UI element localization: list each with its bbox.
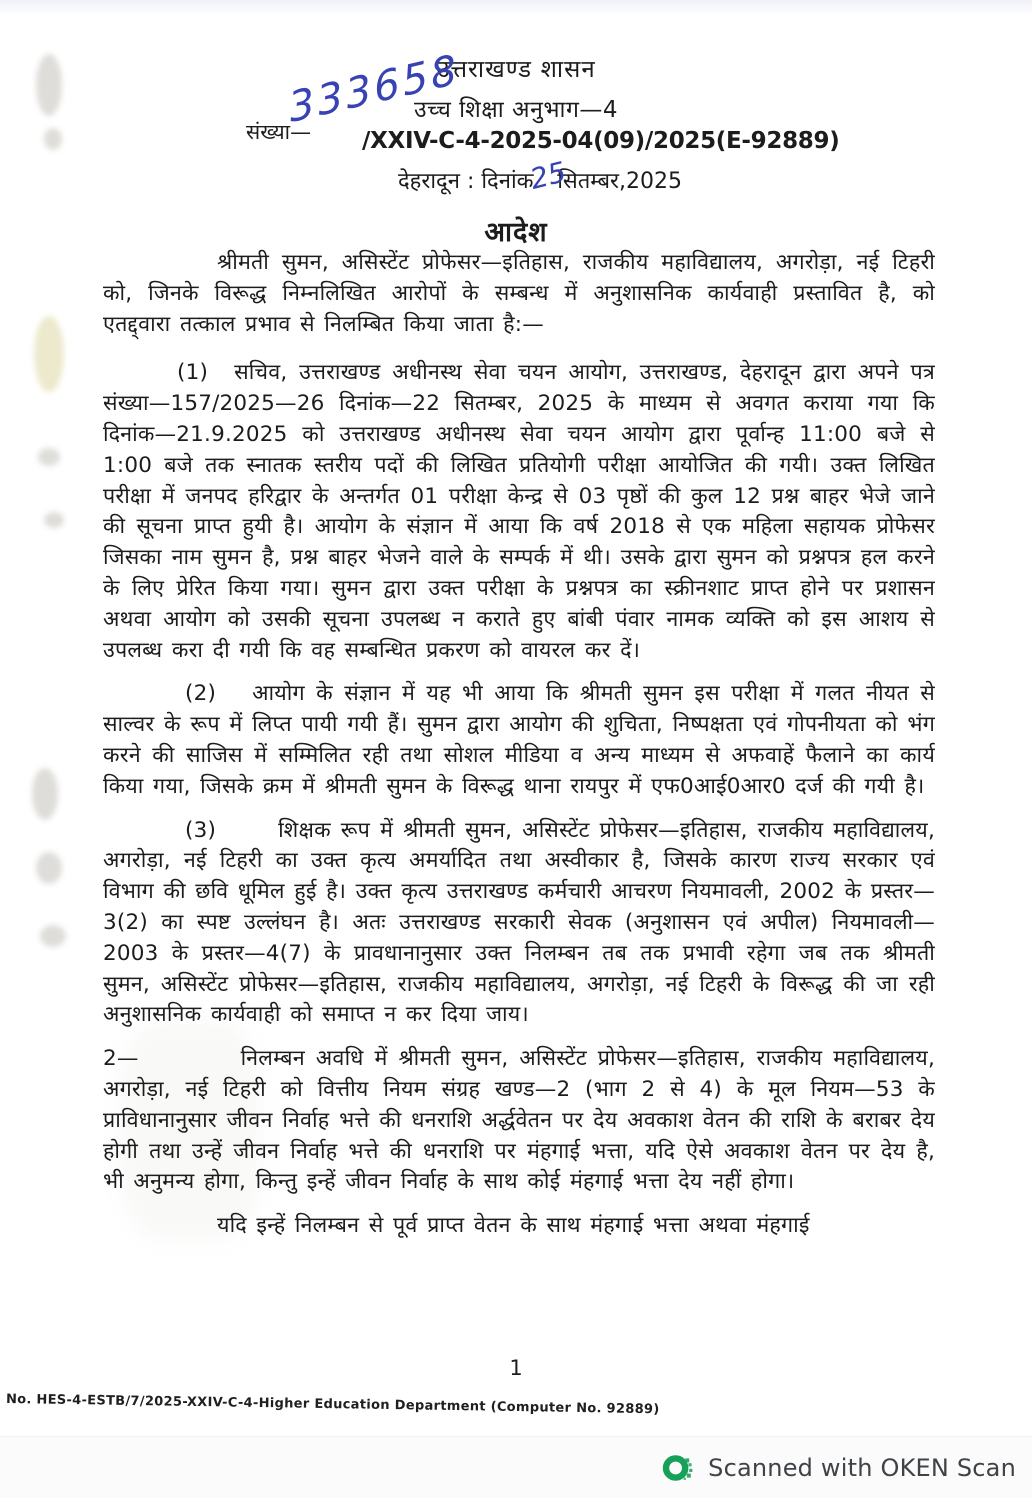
scan-smudge [40,925,66,947]
scan-smudge [38,448,60,466]
footer-reference: No. HES-4-ESTB/7/2025-XXIV-C-4-Higher Education Department (Computer No. 92889) [5,1392,660,1418]
order-title: आदेश [484,217,548,248]
paragraph-label: 2— [103,1046,139,1072]
document-body [103,248,935,1338]
oken-scan-bar [0,1436,1032,1498]
department-section-name: उच्च शिक्षा अनुभाग—4 [413,97,619,123]
handwritten-date: 25 [526,155,569,196]
order-paragraph [103,816,935,1032]
reference-number: /XXIV-C-4-2025-04(09)/2025(E-92889) [362,128,840,154]
scan-smudge [36,852,62,884]
scan-watermark-text: Scanned with OKEN Scan [708,1453,1016,1482]
paragraph-text: यदि इन्हें निलम्बन से पूर्व प्राप्त वेतन के साथ मंहगाई भत्ता अथवा मंहगाई [217,1213,810,1239]
oken-scan-logo-icon [662,1452,694,1484]
page-number: 1 [509,1356,523,1380]
order-paragraph [103,1044,935,1198]
paragraph-text: आयोग के संज्ञान में यह भी आया कि श्रीमती सुमन इस परीक्षा में गलत नीयत से साल्वर के रूप में लिप्त पायी गयी हैं। सुमन द्वारा आयोग की शुचिता, निष्पक्षता एवं गोपनीयता को भंग करने की साजिस में सम्मिलित रही तथा सोशल मीडिया व अन्य माध्यम से अफवाहें फैलाने का कार्य किया गया, जिसके क्रम में श्रीमती सुमन के विरूद्ध थाना रायपुर में एफ0आई0आर0 दर्ज की गयी है। [103,681,935,799]
order-paragraph [103,248,935,340]
place-date-suffix: सितम्बर,2025 [557,169,682,194]
paragraph-text: निलम्बन अवधि में श्रीमती सुमन, असिस्टेंट प्रोफेसर—इतिहास, राजकीय महाविद्यालय, अगरोड़ा, नई टिहरी को वित्तीय नियम संग्रह खण्ड—2 (भाग 2 से 4) के मूल नियम—53 के प्राविधानानुसार जीवन निर्वाह भत्ते की धनराशि अर्द्धवेतन पर देय अवकाश वेतन की राशि के बराबर देय होगी तथा उन्हें जीवन निर्वाह भत्ते की धनराशि पर मंहगाई भत्ता, यदि ऐसे अवकाश वेतन पर देय है, भी अनुमन्य होगा, किन्तु इन्हें जीवन निर्वाह के साथ कोई मंहगाई भत्ता देय नहीं होगा। [103,1046,935,1195]
order-paragraph [103,358,935,666]
scan-smudge [44,128,62,150]
handwritten-serial-number: 333658 [286,44,463,132]
place-date-prefix: देहरादून : दिनांक [398,169,534,194]
letter-number-label: संख्या— [246,120,312,144]
order-paragraph [103,679,935,802]
paragraph-label: (1) [177,360,209,386]
paragraph-text: श्रीमती सुमन, असिस्टेंट प्रोफेसर—इतिहास, राजकीय महाविद्यालय, अगरोड़ा, नई टिहरी को, जिनके विरूद्ध निम्नलिखित आरोपों के सम्बन्ध में अनुशासनिक कार्यवाही प्रस्तावित है, को एतद्द्वारा तत्काल प्रभाव से निलम्बित किया जाता है:— [103,250,935,337]
scan-smudge [32,768,58,820]
scan-top-edge [0,0,1032,16]
scan-smudge [44,512,64,528]
paragraph-label: (3) [185,817,217,843]
order-paragraph [103,1211,935,1242]
government-org-name: उत्तराखण्ड शासन [436,55,596,83]
paragraph-label: (2) [185,681,217,707]
paragraph-text: सचिव, उत्तराखण्ड अधीनस्थ सेवा चयन आयोग, उत्तराखण्ड, देहरादून द्वारा अपने पत्र संख्या—157/2025—26 दिनांक—22 सितम्बर, 2025 के माध्यम से अवगत कराया गया कि दिनांक—21.9.2025 को उत्तराखण्ड अधीनस्थ सेवा चयन आयोग द्वारा पूर्वान्ह 11:00 बजे से 1:00 बजे तक स्नातक स्तरीय पदों की लिखित प्रतियोगी परीक्षा आयोजित की गयी। उक्त लिखित परीक्षा में जनपद हरिद्वार के अन्तर्गत 01 परीक्षा केन्द्र से 03 पृष्ठों की कुल 12 प्रश्न बाहर भेजे जाने की सूचना प्राप्त हुयी है। आयोग के संज्ञान में आया कि वर्ष 2018 से एक महिला सहायक प्रोफेसर जिसका नाम सुमन है, प्रश्न बाहर भेजने वाले के सम्पर्क में थी। उसके द्वारा सुमन को प्रश्नपत्र हल करने के लिए प्रेरित किया गया। सुमन द्वारा उक्त परीक्षा के प्रश्नपत्र का स्क्रीनशाट प्राप्त होने पर प्रशासन अथवा आयोग को उसकी सूचना उपलब्ध न कराते हुए बांबी पंवार नामक व्यक्ति को इस आशय से उपलब्ध करा दी गयी कि वह सम्बन्धित प्रकरण को वायरल कर दें। [103,360,935,663]
paragraph-text: शिक्षक रूप में श्रीमती सुमन, असिस्टेंट प्रोफेसर—इतिहास, राजकीय महाविद्यालय, अगरोड़ा, नई टिहरी का उक्त कृत्य अमर्यादित तथा अस्वीकार है, जिसके कारण राज्य सरकार एवं विभाग की छवि धूमिल हुई है। उक्त कृत्य उत्तराखण्ड कर्मचारी आचरण नियमावली, 2002 के प्रस्तर—3(2) का स्पष्ट उल्लंघन है। अतः उत्तराखण्ड सरकारी सेवक (अनुशासन एवं अपील) नियमावली—2003 के प्रस्तर—4(7) के प्रावधानानुसार उक्त निलम्बन तब तक प्रभावी रहेगा जब तक श्रीमती सुमन, असिस्टेंट प्रोफेसर—इतिहास, राजकीय महाविद्यालय, अगरोड़ा, नई टिहरी के विरूद्ध की जा रही अनुशासनिक कार्यवाही को समाप्त न कर दिया जाय। [103,817,935,1028]
scan-smudge [34,316,64,392]
place-date-line [398,155,682,196]
